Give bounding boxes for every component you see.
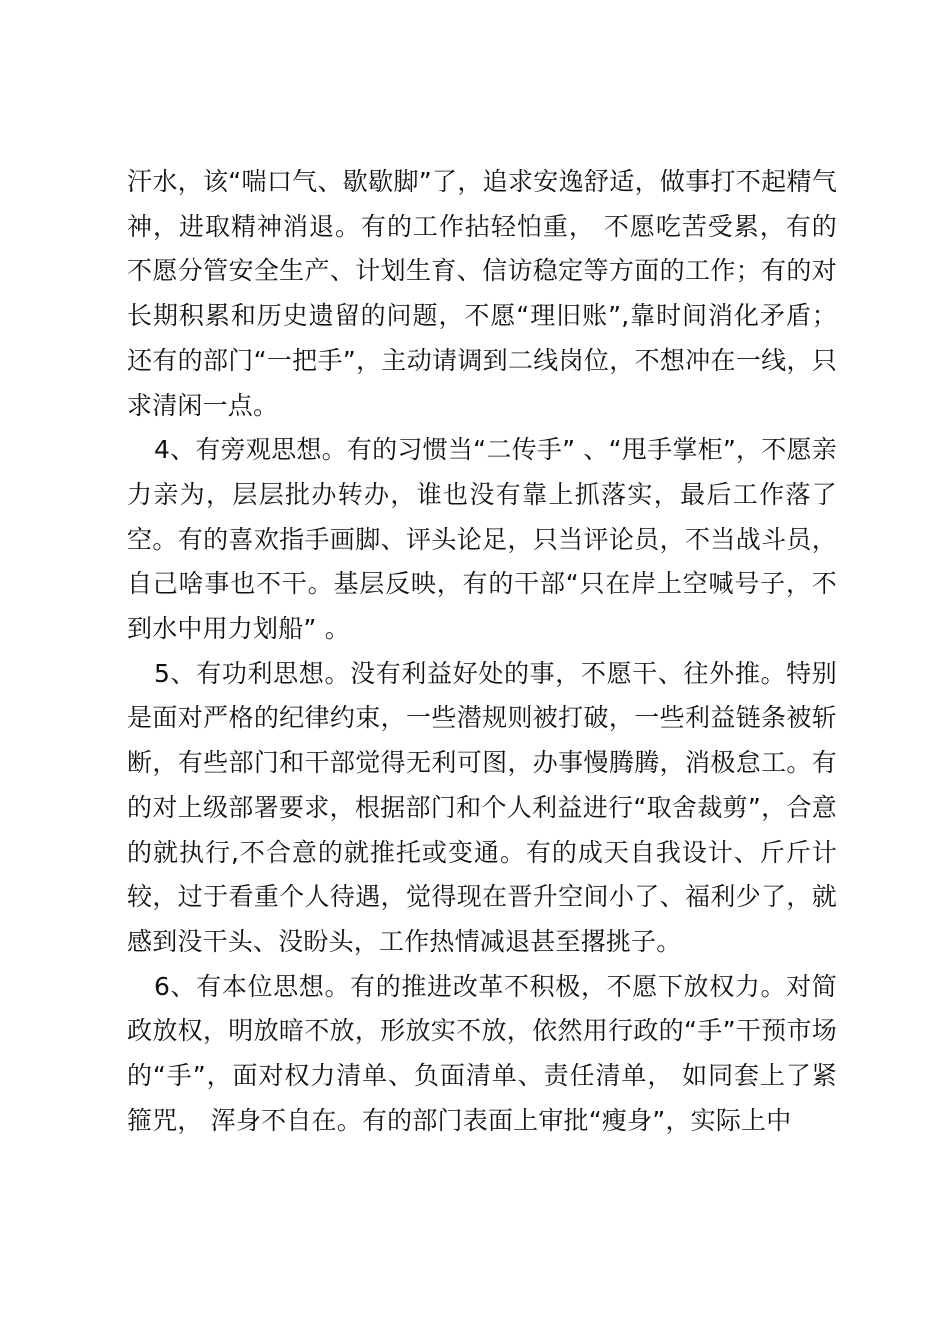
paragraph-6-departmentalism-mindset: 6、有本位思想。有的推进改革不积极，不愿下放权力。对简政放权，明放暗不放，形放实不放，依然用行政的“手”干预市场的“手”，面对权力清单、负面清单、责任清单， 如同套上了紧箍咒， 浑身不自在。有的部门表面上审批“瘦身”，实际上中 <box>127 971 837 1135</box>
document-page <box>127 160 837 1143</box>
paragraph-continuation: 汗水，该“喘口气、歇歇脚”了，追求安逸舒适，做事打不起精气神，进取精神消退。有的工作拈轻怕重， 不愿吃苦受累，有的不愿分管安全生产、计划生育、信访稳定等方面的工作；有的对长期积累和历史遗留的问题，不愿“理旧账”,靠时间消化矛盾；还有的部门“一把手”，主动请调到二线岗位，不想冲在一线，只求清闲一点。 <box>127 167 837 420</box>
paragraph-4-bystander-mindset: 4、有旁观思想。有的习惯当“二传手” 、“甩手掌柜”，不愿亲力亲为，层层批办转办，谁也没有靠上抓落实，最后工作落了空。有的喜欢指手画脚、评头论足，只当评论员，不当战斗员，自己啥事也不干。基层反映，有的干部“只在岸上空喊号子，不到水中用力划船” 。 <box>127 435 837 644</box>
paragraph-5-utilitarian-mindset: 5、有功利思想。没有利益好处的事，不愿干、往外推。特别是面对严格的纪律约束，一些潜规则被打破，一些利益链条被斩断，有些部门和干部觉得无利可图，办事慢腾腾，消极怠工。有的对上级部署要求，根据部门和个人利益进行“取舍裁剪”，合意的就执行,不合意的就推托或变通。有的成天自我设计、斤斤计较，过于看重个人待遇，觉得现在晋升空间小了、福利少了，就感到没干头、没盼头，工作热情减退甚至撂挑子。 <box>127 658 837 956</box>
